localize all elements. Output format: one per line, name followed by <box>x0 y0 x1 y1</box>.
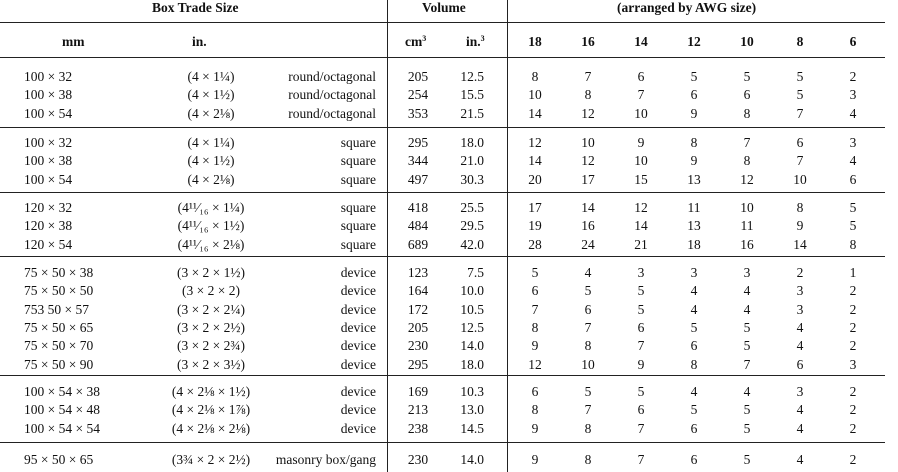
cell-volume-cm3: 344 <box>407 153 429 169</box>
cell-awg-6: 2 <box>849 420 857 436</box>
cell-awg-8: 5 <box>796 87 804 103</box>
cell-volume-in3: 15.5 <box>460 87 484 103</box>
cell-mm: 120 × 54 <box>24 236 73 252</box>
cell-awg-10: 10 <box>740 200 754 215</box>
cell-awg-6: 1 <box>849 265 857 280</box>
cell-mm: 75 × 50 × 65 <box>24 319 94 335</box>
cell-awg-14: 6 <box>637 402 645 418</box>
cell-awg-12: 13 <box>687 171 701 187</box>
cell-awg-10: 5 <box>743 420 751 436</box>
cell-box-type: device <box>340 402 376 418</box>
cell-awg-18: 8 <box>531 69 539 84</box>
cell-volume-cm3: 295 <box>407 356 429 372</box>
cell-awg-18: 14 <box>528 105 542 121</box>
cell-awg-8: 9 <box>796 218 804 234</box>
cell-awg-18: 19 <box>528 218 542 234</box>
cell-awg-12: 18 <box>687 236 701 252</box>
cell-awg-8: 2 <box>796 265 804 280</box>
cell-awg-14: 3 <box>637 265 645 280</box>
cell-awg-16: 8 <box>584 420 592 436</box>
cell-volume-cm3: 230 <box>407 452 429 467</box>
cell-awg-14: 14 <box>634 218 648 234</box>
group-divider <box>0 127 885 128</box>
cell-in: (3 × 2 × 2¼) <box>176 301 246 317</box>
cell-in: (3 × 2 × 3½) <box>176 356 246 372</box>
cell-volume-in3: 18.0 <box>460 356 484 372</box>
cell-volume-cm3: 484 <box>407 218 429 234</box>
cell-volume-cm3: 254 <box>407 87 429 103</box>
cell-awg-16: 10 <box>581 135 595 150</box>
cell-awg-10: 4 <box>743 301 751 317</box>
cell-volume-in3: 10.3 <box>460 384 484 399</box>
cell-awg-6: 5 <box>849 200 857 215</box>
cell-volume-cm3: 230 <box>407 338 429 354</box>
cell-awg-8: 4 <box>796 402 804 418</box>
cell-awg-6: 3 <box>849 87 857 103</box>
cell-awg-8: 3 <box>796 384 804 399</box>
cell-awg-10: 7 <box>743 135 751 150</box>
cell-awg-12: 4 <box>690 301 698 317</box>
cell-mm: 100 × 32 <box>24 135 73 150</box>
cell-awg-10: 16 <box>740 236 754 252</box>
header-in3-sup: 3 <box>480 34 485 43</box>
cell-box-type: device <box>340 338 376 354</box>
cell-mm: 75 × 50 × 90 <box>24 356 94 372</box>
cell-awg-6: 5 <box>849 218 857 234</box>
cell-volume-cm3: 169 <box>407 384 429 399</box>
cell-awg-10: 5 <box>743 338 751 354</box>
cell-in: (4 × 2⅛ × 1½) <box>171 384 251 399</box>
cell-mm: 75 × 50 × 38 <box>24 265 94 280</box>
cell-in: (4¹¹⁄₁₆ × 2⅛) <box>177 236 245 252</box>
header-mm: mm <box>62 34 85 49</box>
cell-volume-in3: 29.5 <box>460 218 484 234</box>
cell-awg-14: 7 <box>637 338 645 354</box>
cell-awg-14: 12 <box>634 200 648 215</box>
cell-box-type: device <box>340 319 376 335</box>
cell-awg-16: 12 <box>581 153 595 169</box>
cell-awg-18: 14 <box>528 153 542 169</box>
cell-awg-8: 3 <box>796 283 804 299</box>
cell-awg-18: 28 <box>528 236 542 252</box>
cell-awg-6: 2 <box>849 452 857 467</box>
header-awg-12: 12 <box>687 34 701 49</box>
cell-awg-12: 5 <box>690 69 698 84</box>
cell-in: (4 × 1½) <box>187 153 235 169</box>
cell-awg-6: 2 <box>849 283 857 299</box>
cell-awg-6: 2 <box>849 319 857 335</box>
cell-box-type: device <box>340 265 376 280</box>
cell-awg-8: 4 <box>796 319 804 335</box>
cell-in: (3 × 2 × 2¾) <box>176 338 246 354</box>
cell-volume-in3: 21.0 <box>460 153 484 169</box>
header-awg: (arranged by AWG size) <box>617 0 757 15</box>
cell-awg-10: 12 <box>740 171 754 187</box>
cell-awg-14: 7 <box>637 87 645 103</box>
cell-volume-in3: 7.5 <box>467 265 484 280</box>
cell-in: (4 × 1¼) <box>187 69 235 84</box>
cell-awg-10: 7 <box>743 356 751 372</box>
cell-awg-16: 12 <box>581 105 595 121</box>
header-awg-8: 8 <box>796 34 804 49</box>
cell-volume-in3: 12.5 <box>460 319 484 335</box>
cell-awg-8: 4 <box>796 420 804 436</box>
cell-in: (3 × 2 × 2½) <box>176 319 246 335</box>
cell-awg-12: 4 <box>690 283 698 299</box>
cell-awg-6: 2 <box>849 402 857 418</box>
cell-volume-in3: 21.5 <box>460 105 484 121</box>
cell-awg-16: 7 <box>584 69 592 84</box>
cell-in: (4 × 2⅛) <box>187 105 235 121</box>
cell-volume-in3: 12.5 <box>460 69 484 84</box>
cell-awg-6: 2 <box>849 338 857 354</box>
cell-mm: 100 × 54 × 48 <box>24 402 100 418</box>
cell-awg-16: 24 <box>581 236 595 252</box>
cell-awg-14: 7 <box>637 452 645 467</box>
cell-awg-14: 10 <box>634 105 648 121</box>
cell-awg-6: 8 <box>849 236 857 252</box>
cell-awg-18: 8 <box>531 402 539 418</box>
cell-awg-10: 8 <box>743 105 751 121</box>
cell-awg-6: 3 <box>849 356 857 372</box>
cell-mm: 100 × 54 × 38 <box>24 384 100 399</box>
cell-volume-in3: 25.5 <box>460 200 484 215</box>
cell-awg-16: 7 <box>584 402 592 418</box>
cell-awg-16: 17 <box>581 171 595 187</box>
cell-awg-12: 9 <box>690 153 698 169</box>
cell-box-type: device <box>340 283 376 299</box>
cell-awg-14: 10 <box>634 153 648 169</box>
cell-volume-cm3: 172 <box>407 301 429 317</box>
cell-box-type: device <box>340 384 376 399</box>
cell-awg-18: 10 <box>528 87 542 103</box>
cell-volume-in3: 18.0 <box>460 135 484 150</box>
cell-awg-14: 9 <box>637 135 645 150</box>
cell-awg-12: 8 <box>690 356 698 372</box>
cell-awg-10: 3 <box>743 265 751 280</box>
cell-awg-8: 8 <box>796 200 804 215</box>
cell-awg-18: 12 <box>528 135 542 150</box>
cell-awg-10: 11 <box>740 218 754 234</box>
cell-box-type: square <box>340 153 376 169</box>
cell-volume-in3: 30.3 <box>460 171 484 187</box>
cell-in: (3¾ × 2 × 2½) <box>171 452 251 467</box>
cell-volume-cm3: 295 <box>407 135 429 150</box>
cell-box-type: device <box>340 420 376 436</box>
cell-in: (4 × 2⅛ × 1⅞) <box>171 402 251 418</box>
header-awg-10: 10 <box>740 34 754 49</box>
cell-awg-18: 6 <box>531 384 539 399</box>
cell-awg-8: 10 <box>793 171 807 187</box>
cell-in: (4 × 1¼) <box>187 135 235 150</box>
cell-mm: 75 × 50 × 50 <box>24 283 94 299</box>
divider-header <box>0 22 885 23</box>
cell-in: (4 × 1½) <box>187 87 235 103</box>
cell-awg-16: 8 <box>584 452 592 467</box>
cell-awg-10: 6 <box>743 87 751 103</box>
cell-awg-16: 10 <box>581 356 595 372</box>
header-box-trade-size: Box Trade Size <box>152 0 239 15</box>
cell-box-type: square <box>340 135 376 150</box>
cell-awg-16: 4 <box>584 265 592 280</box>
header-cm3-label: cm <box>405 34 423 49</box>
cell-mm: 95 × 50 × 65 <box>24 452 94 467</box>
cell-volume-cm3: 238 <box>407 420 429 436</box>
cell-awg-12: 6 <box>690 87 698 103</box>
cell-volume-cm3: 205 <box>407 69 429 84</box>
group-divider <box>0 256 885 257</box>
cell-awg-12: 6 <box>690 420 698 436</box>
cell-awg-16: 7 <box>584 319 592 335</box>
cell-awg-12: 13 <box>687 218 701 234</box>
header-awg-16: 16 <box>581 34 595 49</box>
cell-volume-cm3: 123 <box>407 265 429 280</box>
cell-awg-14: 5 <box>637 301 645 317</box>
header-awg-18: 18 <box>528 34 542 49</box>
group-divider <box>0 442 885 443</box>
cell-awg-8: 7 <box>796 153 804 169</box>
cell-box-type: masonry box/gang <box>275 452 376 467</box>
cell-mm: 100 × 54 × 54 <box>24 420 100 436</box>
cell-awg-18: 9 <box>531 420 539 436</box>
cell-volume-in3: 14.0 <box>460 452 484 467</box>
cell-mm: 75 × 50 × 70 <box>24 338 94 354</box>
cell-awg-14: 9 <box>637 356 645 372</box>
cell-awg-12: 5 <box>690 319 698 335</box>
cell-mm: 100 × 38 <box>24 87 73 103</box>
cell-in: (3 × 2 × 2) <box>182 283 240 299</box>
cell-awg-6: 2 <box>849 384 857 399</box>
cell-awg-8: 14 <box>793 236 807 252</box>
cell-awg-6: 3 <box>849 135 857 150</box>
cell-awg-10: 8 <box>743 153 751 169</box>
cell-awg-8: 3 <box>796 301 804 317</box>
cell-awg-12: 6 <box>690 338 698 354</box>
cell-awg-6: 6 <box>849 171 857 187</box>
cell-box-type: square <box>340 171 376 187</box>
cell-awg-18: 9 <box>531 338 539 354</box>
cell-box-type: device <box>340 301 376 317</box>
cell-awg-10: 4 <box>743 384 751 399</box>
cell-volume-cm3: 418 <box>407 200 429 215</box>
cell-volume-cm3: 353 <box>407 105 429 121</box>
cell-mm: 100 × 54 <box>24 171 73 187</box>
cell-volume-in3: 14.0 <box>460 338 484 354</box>
cell-awg-18: 17 <box>528 200 542 215</box>
cell-awg-8: 6 <box>796 135 804 150</box>
cell-awg-16: 8 <box>584 338 592 354</box>
cell-in: (4¹¹⁄₁₆ × 1½) <box>177 218 245 234</box>
cell-mm: 100 × 32 <box>24 69 73 84</box>
group-divider <box>0 192 885 193</box>
cell-box-type: square <box>340 200 376 215</box>
cell-awg-18: 7 <box>531 301 539 317</box>
cell-awg-14: 6 <box>637 319 645 335</box>
cell-awg-12: 4 <box>690 384 698 399</box>
cell-mm: 120 × 38 <box>24 218 73 234</box>
cell-awg-8: 6 <box>796 356 804 372</box>
divider-vertical-2 <box>507 0 508 472</box>
cell-box-type: device <box>340 356 376 372</box>
group-divider <box>0 375 885 376</box>
cell-awg-14: 5 <box>637 384 645 399</box>
cell-volume-in3: 13.0 <box>460 402 484 418</box>
header-awg-6: 6 <box>849 34 857 49</box>
cell-awg-16: 5 <box>584 283 592 299</box>
cell-box-type: round/octagonal <box>288 69 376 84</box>
cell-box-type: square <box>340 236 376 252</box>
cell-awg-10: 5 <box>743 69 751 84</box>
cell-in: (3 × 2 × 1½) <box>176 265 246 280</box>
cell-awg-18: 8 <box>531 319 539 335</box>
cell-awg-12: 3 <box>690 265 698 280</box>
cell-volume-cm3: 205 <box>407 319 429 335</box>
cell-awg-14: 6 <box>637 69 645 84</box>
cell-awg-8: 5 <box>796 69 804 84</box>
cell-awg-12: 8 <box>690 135 698 150</box>
cell-volume-cm3: 164 <box>407 283 429 299</box>
cell-awg-6: 4 <box>849 105 857 121</box>
cell-awg-10: 4 <box>743 283 751 299</box>
cell-awg-14: 5 <box>637 283 645 299</box>
cell-box-type: round/octagonal <box>288 105 376 121</box>
header-in3 <box>466 34 485 50</box>
cell-awg-16: 14 <box>581 200 595 215</box>
cell-volume-cm3: 689 <box>407 236 429 252</box>
cell-volume-in3: 42.0 <box>460 236 484 252</box>
header-in: in. <box>192 34 207 49</box>
cell-awg-10: 5 <box>743 319 751 335</box>
cell-awg-10: 5 <box>743 452 751 467</box>
cell-mm: 100 × 38 <box>24 153 73 169</box>
cell-awg-14: 15 <box>634 171 648 187</box>
cell-awg-18: 9 <box>531 452 539 467</box>
cell-awg-14: 7 <box>637 420 645 436</box>
cell-mm: 753 50 × 57 <box>24 301 89 317</box>
cell-in: (4 × 2⅛ × 2⅛) <box>171 420 251 436</box>
header-awg-14: 14 <box>634 34 648 49</box>
cell-awg-10: 5 <box>743 402 751 418</box>
cell-box-type: square <box>340 218 376 234</box>
cell-mm: 100 × 54 <box>24 105 73 121</box>
cell-awg-8: 4 <box>796 338 804 354</box>
cell-awg-16: 6 <box>584 301 592 317</box>
cell-awg-18: 20 <box>528 171 542 187</box>
cell-volume-cm3: 213 <box>407 402 429 418</box>
header-in3-label: in. <box>466 34 481 49</box>
cell-awg-12: 11 <box>687 200 701 215</box>
cell-box-type: round/octagonal <box>288 87 376 103</box>
cell-awg-16: 16 <box>581 218 595 234</box>
cell-awg-16: 5 <box>584 384 592 399</box>
cell-awg-12: 6 <box>690 452 698 467</box>
divider-header-bottom <box>0 57 885 58</box>
cell-volume-in3: 14.5 <box>460 420 484 436</box>
header-cm3 <box>405 34 426 50</box>
cell-awg-16: 8 <box>584 87 592 103</box>
header-cm3-sup: 3 <box>422 34 427 43</box>
header-volume: Volume <box>422 0 466 15</box>
cell-volume-cm3: 497 <box>407 171 429 187</box>
cell-awg-14: 21 <box>634 236 648 252</box>
cell-in: (4¹¹⁄₁₆ × 1¼) <box>177 200 245 215</box>
cell-awg-6: 2 <box>849 301 857 317</box>
cell-in: (4 × 2⅛) <box>187 171 235 187</box>
cell-awg-18: 5 <box>531 265 539 280</box>
cell-awg-8: 4 <box>796 452 804 467</box>
cell-awg-8: 7 <box>796 105 804 121</box>
cell-awg-18: 6 <box>531 283 539 299</box>
cell-awg-6: 4 <box>849 153 857 169</box>
cell-awg-18: 12 <box>528 356 542 372</box>
cell-awg-12: 5 <box>690 402 698 418</box>
cell-volume-in3: 10.5 <box>460 301 484 317</box>
cell-volume-in3: 10.0 <box>460 283 484 299</box>
cell-awg-6: 2 <box>849 69 857 84</box>
cell-mm: 120 × 32 <box>24 200 73 215</box>
cell-awg-12: 9 <box>690 105 698 121</box>
